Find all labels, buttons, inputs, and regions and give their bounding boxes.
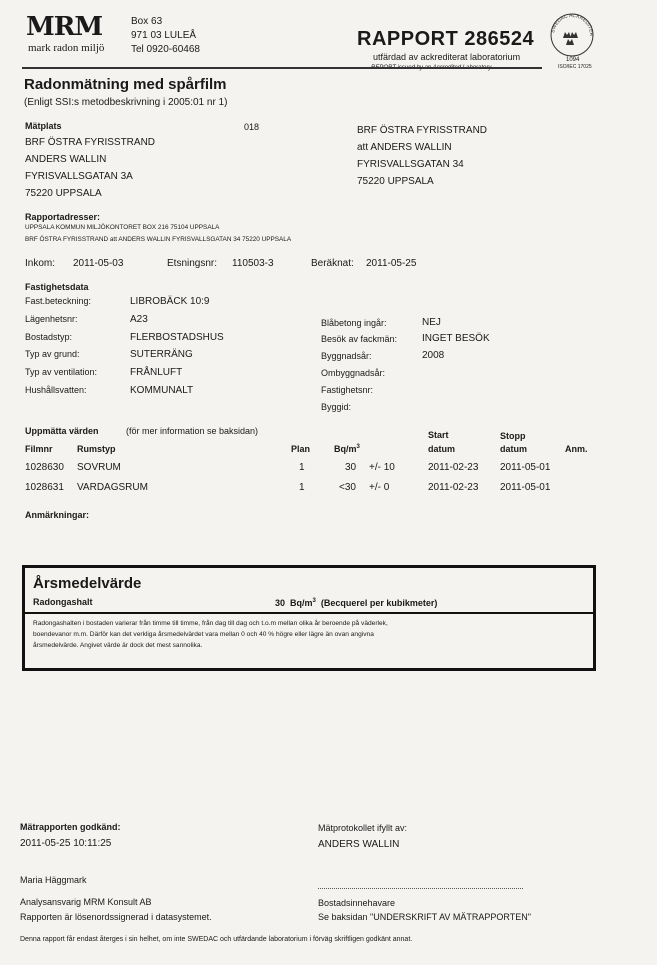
godkand-label: Mätrapporten godkänd: — [20, 822, 121, 832]
fastighet-field-value: A23 — [130, 314, 148, 325]
godkand-date: 2011-05-25 10:11:25 — [20, 838, 112, 849]
page-title: Radonmätning med spårfilm — [24, 76, 227, 93]
cell-plan: 1 — [299, 482, 305, 493]
arsmedel-title: Årsmedelvärde — [33, 575, 142, 592]
company-phone: Tel 0920-60468 — [131, 44, 200, 55]
fastighet-field-value: LIBROBÄCK 10:9 — [130, 296, 210, 307]
fastighet-field-label: Blåbetong ingår: — [321, 318, 387, 328]
cell-plan: 1 — [299, 462, 305, 473]
signer-role: Analysansvarig MRM Konsult AB — [20, 897, 152, 907]
matplats-line: ANDERS WALLIN — [25, 154, 107, 165]
cell-rumstyp: VARDAGSRUM — [77, 482, 148, 493]
page-subtitle: (Enligt SSI:s metodbeskrivning i 2005:01 nr 1) — [24, 97, 228, 108]
col-bq: $Bq/m^3$ — [334, 444, 360, 454]
arsmedel-text-line: årsmedelvärde. Angivet värde är dock det mest sannolika. — [33, 642, 203, 649]
fastighet-field-label: Ombyggnadsår: — [321, 368, 386, 378]
cell-start: 2011-02-23 — [428, 462, 479, 473]
rapportadress-line: BRF ÖSTRA FYRISSTRAND att ANDERS WALLIN FYRISVALLSGATAN 34 75220 UPPSALA — [25, 236, 292, 243]
matplats-code: 018 — [244, 122, 260, 132]
fastighet-field-value: 2008 — [422, 350, 445, 361]
cell-bq: <30 — [339, 482, 356, 493]
etsning-label: Etsningsnr: — [167, 258, 218, 269]
col-stopp-1: Stopp — [500, 431, 526, 441]
fastighet-field-label: Byggnadsår: — [321, 351, 372, 361]
fastighet-field-label: Fast.beteckning: — [25, 296, 92, 306]
fastighet-field-label: Fastighetsnr: — [321, 385, 374, 395]
inkom-date: 2011-05-03 — [73, 258, 124, 269]
cell-start: 2011-02-23 — [428, 482, 479, 493]
cell-stopp: 2011-05-01 — [500, 462, 551, 473]
report-accredited-note: utfärdad av ackrediterat laboratorium — [373, 52, 521, 62]
measurements-note: (för mer information se baksidan) — [126, 426, 259, 436]
owner-note: Se baksidan "UNDERSKRIFT AV MÄTRAPPORTEN" — [318, 912, 531, 922]
owner-signature-line — [318, 888, 523, 889]
svg-text:SWEDAC ACKREDITERING: SWEDAC ACKREDITER — [550, 12, 595, 37]
col-anm: Anm. — [565, 444, 588, 454]
company-address-line1: Box 63 — [131, 16, 163, 27]
fastighet-field-value: FRÅNLUFT — [130, 367, 183, 378]
anmarkningar-label: Anmärkningar: — [25, 510, 90, 520]
radongashalt-label: Radongashalt — [33, 597, 93, 607]
col-filmnr: Filmnr — [25, 444, 53, 454]
radongashalt-value: 30 $Bq/m^3$ (Becquerel per kubikmeter) — [275, 598, 438, 608]
fastighet-field-label: Bostadstyp: — [25, 332, 73, 342]
signer-name: Maria Häggmark — [20, 875, 87, 885]
recipient-line: FYRISVALLSGATAN 34 — [357, 159, 464, 170]
fastighet-field-label: Hushållsvatten: — [25, 385, 87, 395]
owner-label: Bostadsinnehavare — [318, 898, 396, 908]
fastighetsdata-label: Fastighetsdata — [25, 282, 89, 292]
swedac-standard: ISO/IEC 17025 — [558, 64, 592, 70]
company-logo: MRM — [26, 12, 103, 42]
recipient-line: BRF ÖSTRA FYRISSTRAND — [357, 125, 488, 136]
inkom-label: Inkom: — [25, 258, 56, 269]
arsmedel-text-line: boendevanor m.m. Därför kan det verkliga årsmedelvärdet vara mellan 0 och 40 % högre eller lägre än ovan angivna — [33, 631, 374, 638]
col-start-2: datum — [428, 444, 455, 454]
arsmedel-text-line: Radongashalten i bostaden varierar från timme till timme, från dag till dag och t.o.m mellan olika år beroende på väderlek, — [33, 620, 388, 627]
cell-filmnr: 1028630 — [25, 462, 64, 473]
matplats-line: FYRISVALLSGATAN 3A — [25, 171, 133, 182]
disclaimer: Denna rapport får endast återges i sin helhet, om inte SWEDAC och utfärdande laboratorium i förväg skriftligen godkänt annat. — [20, 936, 413, 943]
rapportadress-line: UPPSALA KOMMUN MILJÖKONTORET BOX 216 75104 UPPSALA — [25, 224, 220, 231]
cell-uncertainty: +/- 0 — [369, 482, 390, 493]
matplats-label: Mätplats — [25, 121, 62, 131]
header-rule — [22, 67, 542, 69]
protokoll-label: Mätprotokollet ifyllt av: — [318, 823, 408, 833]
col-start-1: Start — [428, 430, 449, 440]
fastighet-field-value: SUTERRÄNG — [130, 349, 193, 360]
matplats-line: BRF ÖSTRA FYRISSTRAND — [25, 137, 156, 148]
cell-bq: 30 — [345, 462, 357, 473]
fastighet-field-value: FLERBOSTADSHUS — [130, 332, 224, 343]
matplats-line: 75220 UPPSALA — [25, 188, 102, 199]
col-plan: Plan — [291, 444, 311, 454]
report-number: RAPPORT 286524 — [357, 28, 535, 50]
company-logo-subtitle: mark radon miljö — [28, 42, 105, 54]
fastighet-field-value: KOMMUNALT — [130, 385, 194, 396]
measurements-label: Uppmätta värden — [25, 426, 99, 436]
cell-stopp: 2011-05-01 — [500, 482, 551, 493]
fastighet-field-value: NEJ — [422, 317, 441, 328]
beraknat-label: Beräknat: — [311, 258, 354, 269]
company-address-line2: 971 03 LULEÅ — [131, 30, 197, 41]
etsning-number: 110503-3 — [232, 258, 274, 269]
fastighet-field-label: Byggid: — [321, 402, 352, 412]
recipient-line: 75220 UPPSALA — [357, 176, 434, 187]
fastighet-field-label: Typ av ventilation: — [25, 367, 98, 377]
col-rumstyp: Rumstyp — [77, 444, 116, 454]
protokoll-name: ANDERS WALLIN — [318, 839, 400, 850]
arsmedel-divider — [25, 612, 593, 614]
col-stopp-2: datum — [500, 444, 527, 454]
rapportadresser-label: Rapportadresser: — [25, 212, 101, 222]
fastighet-field-label: Lägenhetsnr: — [25, 314, 78, 324]
fastighet-field-label: Typ av grund: — [25, 349, 80, 359]
fastighet-field-value: INGET BESÖK — [422, 333, 490, 344]
fastighet-field-label: Besök av fackmän: — [321, 334, 398, 344]
cell-rumstyp: SOVRUM — [77, 462, 121, 473]
signer-note: Rapporten är lösenordssignerad i datasystemet. — [20, 912, 212, 922]
cell-uncertainty: +/- 10 — [369, 462, 395, 473]
recipient-line: att ANDERS WALLIN — [357, 142, 452, 153]
beraknat-date: 2011-05-25 — [366, 258, 417, 269]
cell-filmnr: 1028631 — [25, 482, 64, 493]
swedac-number: 1094 — [566, 57, 580, 63]
